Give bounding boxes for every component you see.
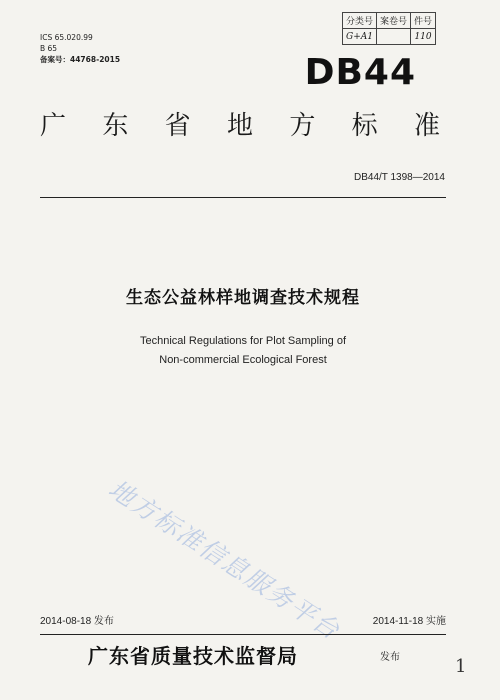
title-english-line: Technical Regulations for Plot Sampling of [139,335,347,347]
page-number: 1 [455,656,467,677]
standard-type [40,105,440,142]
archive-value-item: 110 [411,29,436,45]
standard-type-char: 广 [40,110,67,140]
header-divider [40,197,446,198]
archive-header-item: 件号 [411,13,436,29]
ics-code: ICS 65.020.99 [40,33,93,42]
standard-type-char: 准 [413,110,440,140]
issuing-authority: 广东省质量技术监督局 [88,644,298,668]
footer-divider [40,634,446,635]
standard-type-char: 地 [226,110,253,140]
archive-header-category: 分类号 [343,13,377,29]
archive-stamp-table [342,12,436,45]
archive-header-volume: 案卷号 [377,13,411,29]
issue-date: 2014-08-18 发布 [40,616,114,627]
ccs-code: B 65 [40,44,58,53]
standard-number: DB44/T 1398—2014 [354,172,445,183]
implementation-date: 2014-11-18 实施 [372,616,446,627]
archive-value-category: G+A1 [343,29,377,45]
standard-logo: DB44 [304,52,416,93]
publish-label: 发布 [380,652,400,663]
archive-value-volume [377,29,411,45]
standard-type-char: 省 [164,110,191,140]
filing-number: 备案号：44768-2015 [40,55,121,64]
watermark: 地方标准信息服务平台 [103,474,346,646]
standard-type-char: 标 [351,110,378,140]
classification-codes [40,32,120,65]
standard-type-char: 方 [289,110,316,140]
title-english [40,332,446,370]
standard-type-char: 东 [102,110,129,140]
title-chinese: 生态公益林样地调查技术规程 [126,288,360,307]
title-english-line: Non-commercial Ecological Forest [159,354,327,366]
